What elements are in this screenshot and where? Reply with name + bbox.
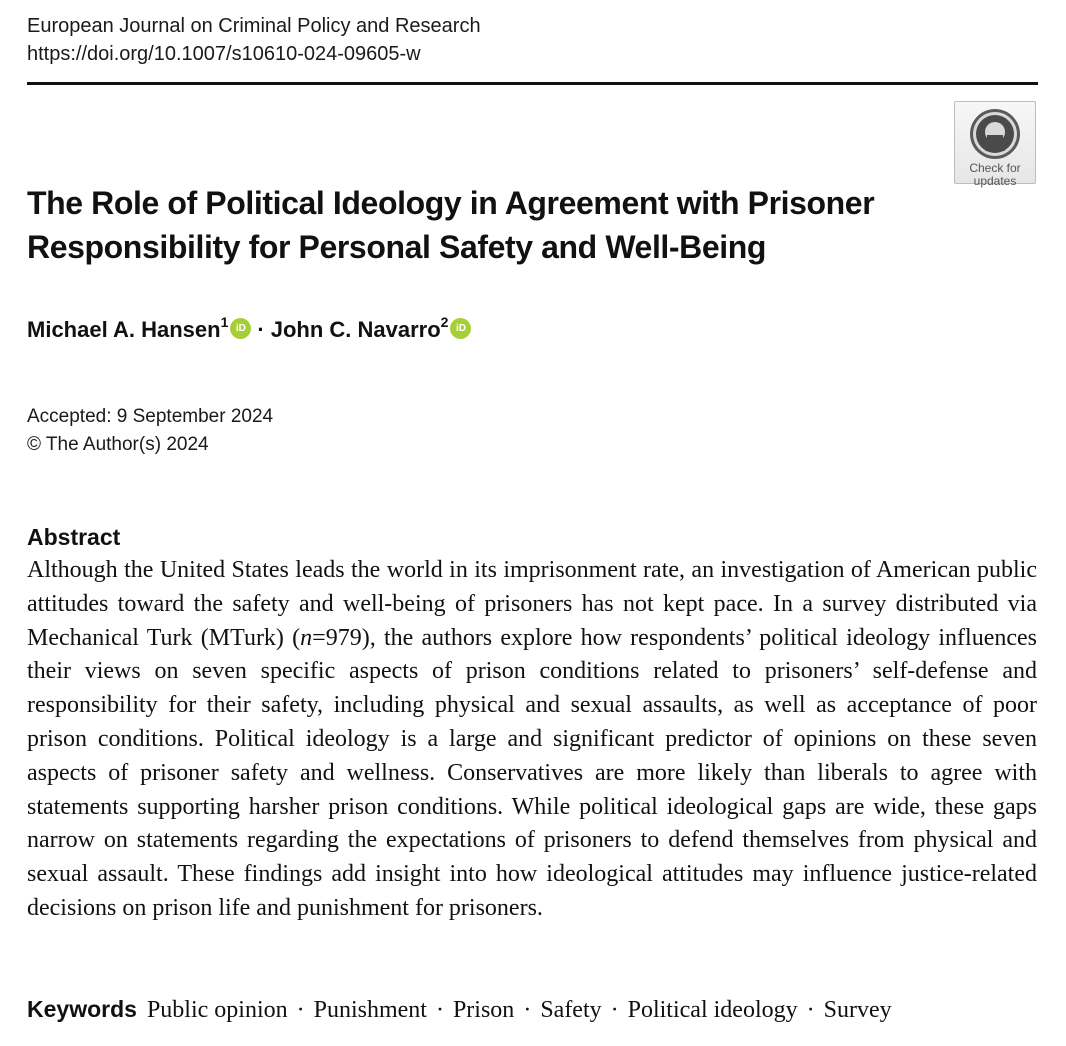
abstract-text: [27, 554, 1037, 926]
keyword-separator: ·: [610, 997, 619, 1023]
doi-link[interactable]: https://doi.org/10.1007/s10610-024-09605-w: [27, 43, 421, 65]
orcid-icon[interactable]: iD: [450, 318, 471, 339]
keyword-separator: ·: [435, 997, 444, 1023]
affiliation-marker[interactable]: 1: [220, 314, 229, 330]
keyword-item: Political ideology: [627, 997, 798, 1023]
keyword-separator: ·: [296, 997, 305, 1023]
keywords-label: Keywords: [27, 996, 137, 1022]
sample-size-symbol: n: [300, 624, 313, 651]
abstract-heading: Abstract: [27, 524, 121, 550]
author-list: [27, 314, 471, 346]
keyword-item: Public opinion: [146, 997, 288, 1023]
keyword-separator: ·: [523, 997, 532, 1023]
author-name[interactable]: John C. Navarro: [270, 317, 441, 342]
crossmark-label-2: updates: [973, 174, 1017, 188]
journal-header: [27, 12, 481, 68]
accepted-date: Accepted: 9 September 2024: [27, 406, 274, 427]
keyword-item: Safety: [540, 997, 602, 1023]
keywords: [27, 993, 892, 1026]
abstract-text-part-2: =979), the authors explore how respondents’ political ideology influences their views on seven specific aspects of prison conditions related to prisoners’ self-defense and responsibility for their safety, including physical and sexual assaults, as well as acceptance of poor prison conditions. Political ideology is a large and significant predictor of opinions on these seven aspects of prisoner safety and wellness. Conservatives are more likely than liberals to agree with statements supporting harsher prison conditions. While political ideological gaps are wide, these gaps narrow on statements regarding the expectations of prisoners to defend themselves from physical and sexual assault. These findings add insight into how ideological attitudes may influence justice-related decisions on prison life and punishment for prisoners.: [27, 624, 1038, 921]
keyword-item: Survey: [823, 997, 892, 1023]
author-separator: ·: [257, 317, 265, 342]
author-name[interactable]: Michael A. Hansen: [27, 317, 221, 342]
article-title: [27, 181, 927, 269]
crossmark-label-1: Check for: [969, 161, 1021, 175]
affiliation-marker[interactable]: 2: [440, 314, 449, 330]
orcid-icon[interactable]: iD: [230, 318, 251, 339]
keyword-item: Punishment: [313, 997, 427, 1023]
keyword-item: Prison: [452, 997, 515, 1023]
copyright-notice: © The Author(s) 2024: [27, 434, 209, 455]
title-line-2: Responsibility for Personal Safety and Well-Being: [27, 229, 767, 265]
crossmark-icon: [968, 107, 1022, 161]
journal-name: European Journal on Criminal Policy and Research: [27, 15, 481, 37]
check-for-updates-button[interactable]: [954, 101, 1036, 188]
article-dates: [27, 403, 273, 459]
header-divider: [27, 82, 1038, 85]
abstract-text-part-1: Although the United States leads the world in its imprisonment rate, an investigation of American public attitudes toward the safety and well-being of prisoners has not kept pace. In a survey distributed via Mechanical Turk (MTurk) (: [27, 557, 1037, 651]
title-line-1: The Role of Political Ideology in Agreement with Prisoner: [27, 185, 875, 221]
keyword-separator: ·: [806, 997, 815, 1023]
